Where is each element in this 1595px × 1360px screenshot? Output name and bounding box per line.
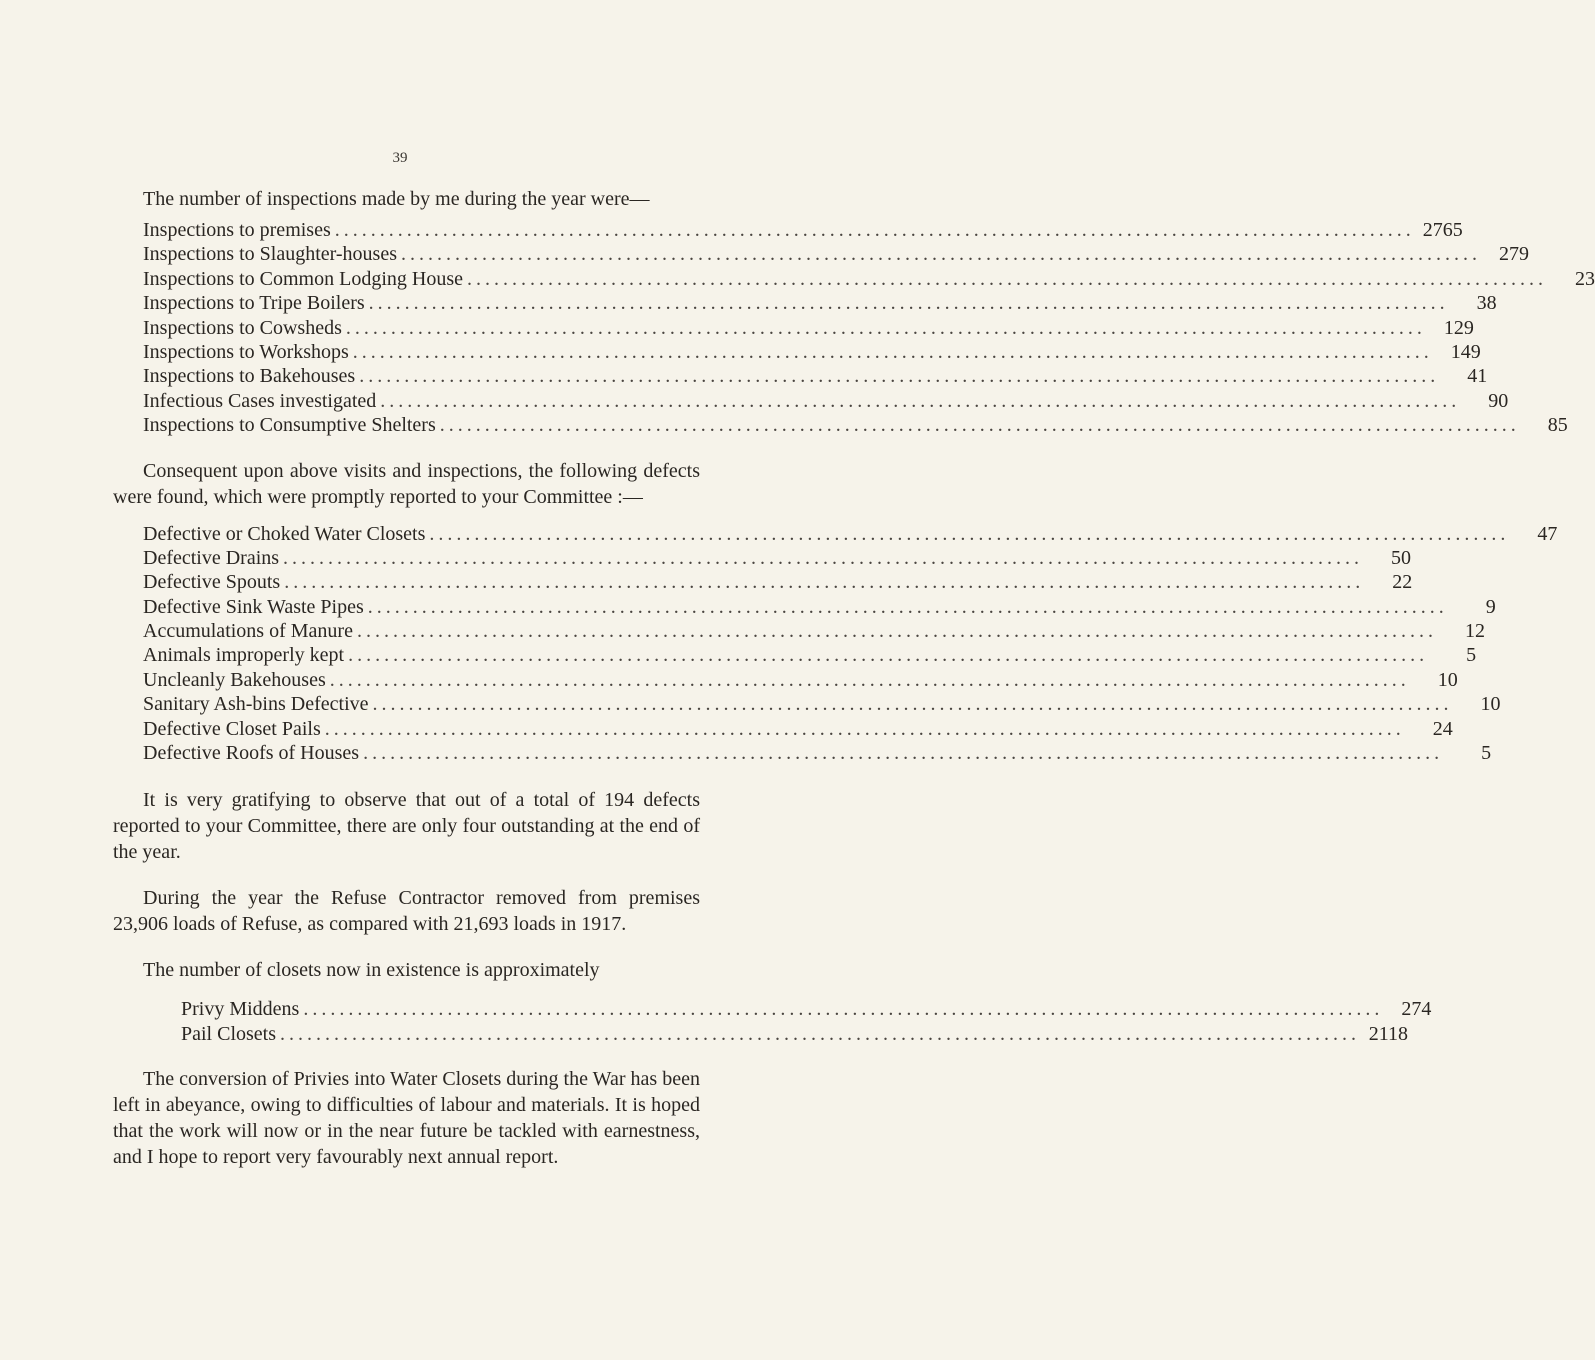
leader-dots: ........................................................................................................................ xyxy=(334,219,1415,241)
defect-row xyxy=(143,668,1458,692)
inspection-label: Inspections to Workshops xyxy=(143,340,349,363)
leader-dots: ........................................................................................................................ xyxy=(359,365,1440,388)
leader-dots: ........................................................................................................................ xyxy=(280,1022,1361,1045)
defects-intro: Consequent upon above visits and inspections, the following defects were found, which were promptly reported to your Committee :— xyxy=(113,459,700,508)
defect-row xyxy=(143,570,1413,594)
leader-dots: ........................................................................................................................ xyxy=(372,693,1453,716)
inspection-count: 90 xyxy=(1488,389,1509,412)
leader-dots: ........................................................................................................................ xyxy=(380,389,1461,412)
leader-dots: ........................................................................................................................ xyxy=(329,668,1410,691)
defect-label: Defective Roofs of Houses xyxy=(143,742,360,765)
defects-list xyxy=(143,522,1558,766)
closet-row xyxy=(181,1022,1409,1046)
defect-row xyxy=(143,595,1496,619)
defect-label: Accumulations of Manure xyxy=(143,620,353,643)
leader-dots: ........................................................................................................................ xyxy=(348,644,1429,667)
defect-label: Uncleanly Bakehouses xyxy=(143,668,326,691)
defect-count: 9 xyxy=(1485,595,1496,618)
document-body xyxy=(113,186,1595,1170)
defect-row xyxy=(143,619,1485,643)
inspection-count: 23 xyxy=(1574,267,1595,290)
inspection-label: Infectious Cases investigated xyxy=(143,389,377,412)
closets-paragraph: The number of closets now in existence is approximately xyxy=(143,959,600,982)
defect-count: 12 xyxy=(1464,620,1485,643)
defect-label: Defective or Choked Water Closets xyxy=(143,522,426,545)
inspection-label: Inspections to Consumptive Shelters xyxy=(143,414,436,437)
defect-label: Animals improperly kept xyxy=(143,644,345,667)
closet-count: 2118 xyxy=(1368,1022,1409,1045)
inspection-count: 279 xyxy=(1499,243,1530,266)
closet-label: Pail Closets xyxy=(181,1022,277,1045)
gratifying-paragraph: It is very gratifying to observe that out of a total of 194 defects reported to your Committee, there are only four outstanding at the end of the year. xyxy=(113,789,700,864)
defect-count: 10 xyxy=(1437,668,1458,691)
inspection-count: 2765 xyxy=(1422,219,1463,241)
inspection-row xyxy=(143,364,1488,388)
inspection-label: Inspections to Cowsheds xyxy=(143,316,342,339)
inspection-count: 129 xyxy=(1443,316,1474,339)
leader-dots: ........................................................................................................................ xyxy=(324,717,1405,740)
inspection-label: Inspections to premises xyxy=(143,219,331,241)
leader-dots: ........................................................................................................................ xyxy=(368,292,1449,315)
closet-row xyxy=(181,997,1432,1021)
leader-dots: ........................................................................................................................ xyxy=(345,316,1426,339)
defect-label: Defective Spouts xyxy=(143,571,281,594)
refuse-paragraph: During the year the Refuse Contractor removed from premises 23,906 loads of Refuse, as compared with 21,693 loads in 1917. xyxy=(113,887,700,936)
defect-row xyxy=(143,643,1477,667)
inspections-list xyxy=(143,218,1595,438)
closets-list xyxy=(181,997,1432,1046)
leader-dots: ........................................................................................................................ xyxy=(284,571,1365,594)
inspection-count: 149 xyxy=(1450,340,1481,363)
leader-dots: ........................................................................................................................ xyxy=(367,595,1448,618)
inspection-label: Inspections to Tripe Boilers xyxy=(143,292,365,315)
inspection-count: 41 xyxy=(1467,365,1488,388)
defect-count: 22 xyxy=(1392,571,1413,594)
page-number: 39 xyxy=(392,150,408,166)
inspections-intro: The number of inspections made by me during the year were— xyxy=(143,188,650,210)
inspection-row xyxy=(143,389,1509,413)
inspection-label: Inspections to Slaughter-houses xyxy=(143,243,398,266)
conversion-paragraph: The conversion of Privies into Water Closets during the War has been left in abeyance, owing to difficulties of labour and materials. It is hoped that the work will now or in the near future be tackled with earnestness, and I hope to report very favourably next annual report. xyxy=(113,1068,700,1169)
leader-dots: ........................................................................................................................ xyxy=(466,267,1547,290)
leader-dots: ........................................................................................................................ xyxy=(401,243,1482,266)
inspection-row xyxy=(143,340,1481,364)
leader-dots: ........................................................................................................................ xyxy=(429,522,1510,545)
leader-dots: ........................................................................................................................ xyxy=(439,414,1520,437)
defect-row xyxy=(143,546,1412,570)
inspection-row xyxy=(143,267,1595,291)
leader-dots: ........................................................................................................................ xyxy=(283,546,1364,569)
inspection-row xyxy=(143,291,1497,315)
inspection-row xyxy=(143,316,1474,340)
inspection-label: Inspections to Bakehouses xyxy=(143,365,356,388)
leader-dots: ........................................................................................................................ xyxy=(356,620,1437,643)
defect-count: 5 xyxy=(1466,644,1477,667)
defect-count: 50 xyxy=(1391,546,1412,569)
inspection-row xyxy=(143,242,1530,266)
leader-dots: ........................................................................................................................ xyxy=(352,340,1433,363)
defect-label: Defective Sink Waste Pipes xyxy=(143,595,364,618)
defect-row xyxy=(143,692,1501,716)
defect-row xyxy=(143,522,1558,546)
defect-count: 24 xyxy=(1432,717,1453,740)
inspection-row xyxy=(143,413,1568,437)
defect-label: Defective Drains xyxy=(143,546,280,569)
defect-row xyxy=(143,741,1492,765)
leader-dots: ........................................................................................................................ xyxy=(303,998,1384,1021)
defect-label: Sanitary Ash-bins Defective xyxy=(143,693,369,716)
defect-count: 47 xyxy=(1537,522,1558,545)
inspection-count: 38 xyxy=(1476,292,1497,315)
closet-label: Privy Middens xyxy=(181,998,300,1021)
defect-row xyxy=(143,717,1453,741)
defect-label: Defective Closet Pails xyxy=(143,717,321,740)
closet-count: 274 xyxy=(1401,998,1432,1021)
defect-count: 10 xyxy=(1480,693,1501,716)
inspection-count: 85 xyxy=(1547,414,1568,437)
defect-count: 5 xyxy=(1481,742,1492,765)
leader-dots: ........................................................................................................................ xyxy=(363,742,1444,765)
inspection-label: Inspections to Common Lodging House xyxy=(143,267,463,290)
inspection-row xyxy=(143,218,1463,242)
